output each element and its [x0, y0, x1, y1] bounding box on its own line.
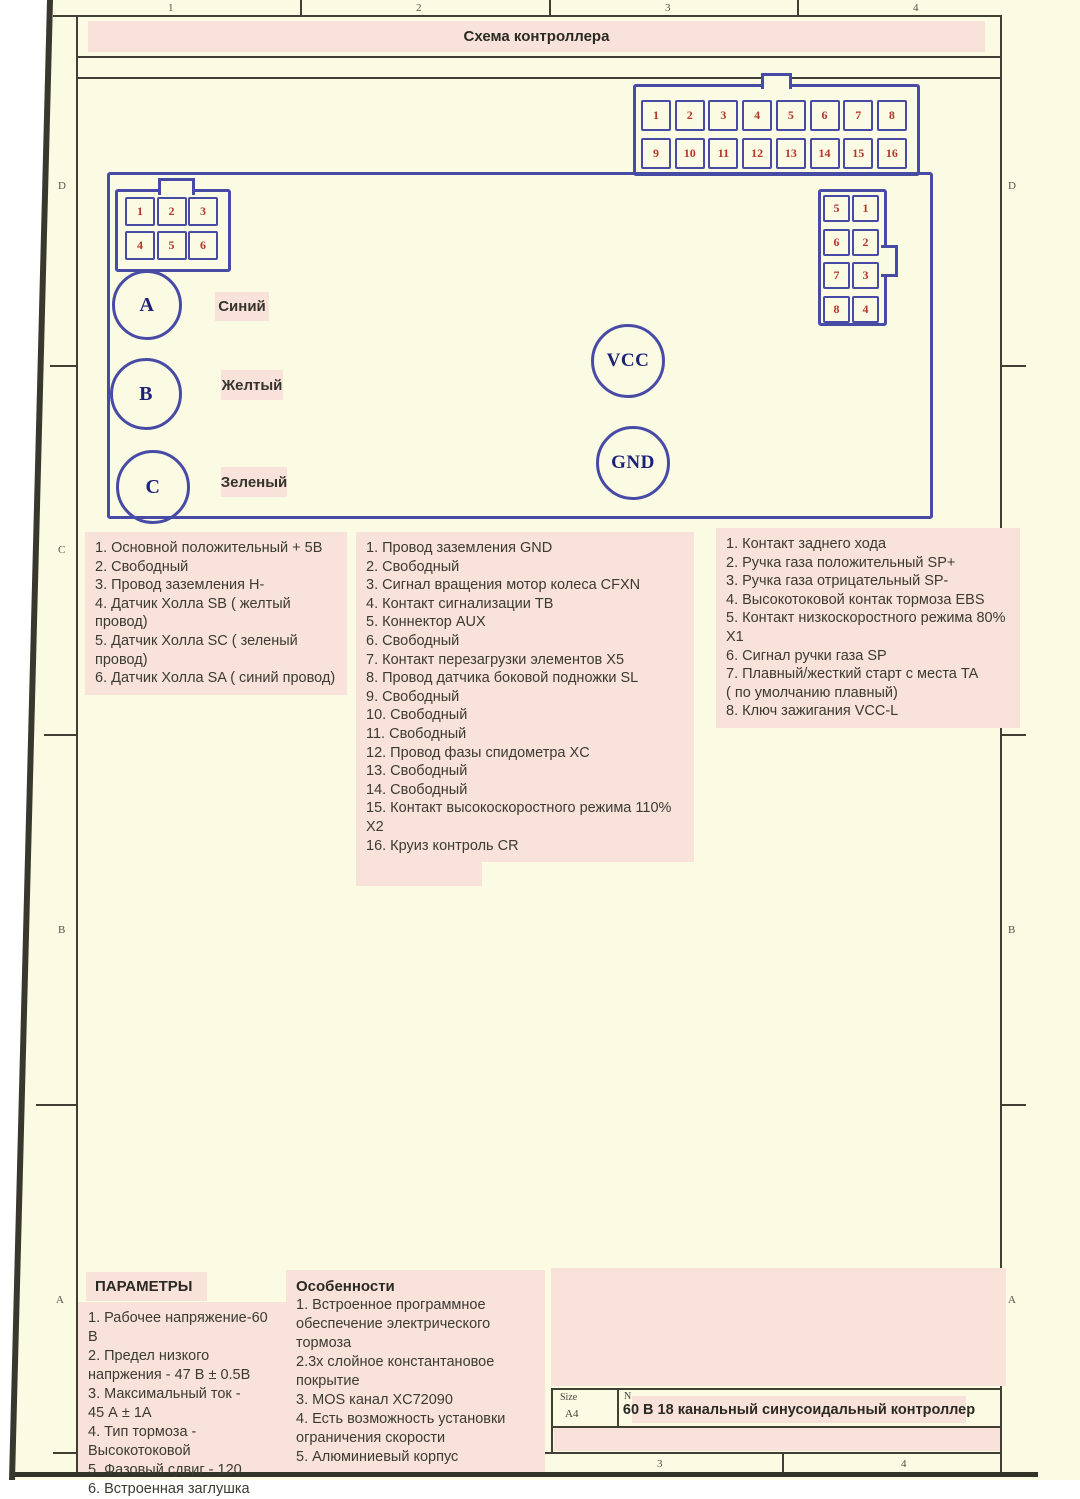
pin-square: 5	[823, 195, 850, 222]
feature-line: обеспечение электрического	[296, 1316, 491, 1332]
feature-line: 3. MOS канал XC72090	[296, 1392, 453, 1408]
pin-square: 2	[675, 100, 705, 131]
pinout-line: 14. Свободный	[366, 781, 468, 798]
features-title: Особенности	[296, 1278, 395, 1295]
pin-square: 3	[852, 262, 879, 289]
titleblock-number-label: N	[624, 1391, 632, 1402]
connector-6pin-row2	[125, 231, 218, 256]
sheet-title: Схема контроллера	[463, 28, 610, 45]
wire-label-green	[221, 467, 287, 497]
pin-square: 16	[877, 138, 907, 169]
phase-node-c-label: C	[145, 475, 161, 498]
pinout-line: 7. Плавный/жесткий старт с места TA	[726, 666, 979, 683]
titleblock-size-value: A4	[565, 1408, 579, 1420]
pinout-line: 2. Свободный	[366, 558, 460, 575]
feature-line: 4. Есть возможность установки	[296, 1411, 506, 1427]
pin-square: 14	[810, 138, 840, 169]
grid-letter-left: C	[58, 544, 66, 556]
pinout-line: ( по умолчанию плавный)	[726, 684, 898, 701]
pin-square: 12	[742, 138, 772, 169]
pin-square: 8	[823, 296, 850, 323]
pinout-line: 5. Коннектор AUX	[366, 614, 486, 631]
pin-square: 1	[641, 100, 671, 131]
frame-title-bottom-line	[78, 56, 1000, 58]
pinout-line: 8. Провод датчика боковой подножки SL	[366, 670, 639, 687]
pin-square: 10	[675, 138, 705, 169]
gnd-node	[596, 426, 670, 500]
parameters-header	[86, 1272, 207, 1301]
pin-square: 4	[742, 100, 772, 131]
frame-left-tick	[36, 1104, 77, 1106]
sheet-title-bar	[88, 21, 985, 52]
parameter-line: 4. Тип тормоза -	[88, 1424, 197, 1440]
pin-square: 7	[843, 100, 873, 131]
phase-node-b	[110, 358, 182, 430]
pin-square: 6	[188, 231, 218, 260]
pinout-line: 6. Сигнал ручки газа SP	[726, 647, 887, 664]
grid-letter-right: A	[1008, 1294, 1016, 1306]
grid-number-bottom: 4	[901, 1458, 907, 1470]
pin-square: 6	[823, 229, 850, 256]
gnd-node-label: GND	[611, 452, 655, 473]
feature-line: 1. Встроенное программное	[296, 1297, 486, 1313]
pinout-line: 7. Контакт перезагрузки элементов X5	[366, 651, 625, 668]
pinout-line: 9. Свободный	[366, 688, 460, 705]
frame-top-tick	[300, 0, 302, 15]
pinout-line: 16. Круиз контроль CR	[366, 837, 519, 854]
connector-16pin-row2	[641, 138, 907, 165]
pinout-line: 1. Основной положительный + 5В	[95, 540, 323, 556]
wire-label-green-text: Зеленый	[220, 473, 288, 491]
frame-top-line	[53, 15, 1002, 17]
wire-label-blue	[215, 292, 269, 321]
frame-right-tick	[1000, 365, 1026, 367]
pinout-line: 4. Датчик Холла SB ( желтый провод)	[95, 595, 291, 631]
frame-left-tick	[44, 734, 77, 736]
vcc-node	[591, 324, 665, 398]
parameter-line: Высокотоковой	[88, 1443, 191, 1459]
grid-letter-right: D	[1008, 180, 1016, 192]
parameter-line: 45 А ± 1А	[88, 1405, 152, 1421]
pinout-line: 5. Контакт низкоскоростного режима 80% X1	[726, 610, 1006, 645]
pin-square: 4	[125, 231, 155, 260]
grid-letter-left: D	[58, 180, 66, 192]
pin-square: 4	[852, 296, 879, 323]
pinout-list-16pin	[356, 532, 694, 862]
doc-title: 60 В 18 канальный синусоидальный контроллер	[622, 1401, 976, 1418]
pin-square: 1	[125, 197, 155, 226]
connector-16pin-row1	[641, 100, 907, 127]
feature-line: 5. Алюминиевый корпус	[296, 1449, 459, 1465]
connector-6pin-key-notch	[158, 178, 195, 195]
pinout-line: 5. Датчик Холла SC ( зеленый провод)	[95, 632, 298, 668]
pin-square: 1	[852, 195, 879, 222]
frame-right-tick	[1000, 734, 1026, 736]
grid-number-top: 3	[665, 2, 671, 14]
connector-16pin-key-notch	[761, 73, 792, 89]
pin-square: 3	[708, 100, 738, 131]
pinout-list-8pin	[716, 528, 1020, 728]
pinout-line: 3. Провод заземления H-	[95, 577, 265, 594]
parameter-line: напржения - 47 В ± 0.5В	[88, 1367, 251, 1383]
pin-square: 11	[708, 138, 738, 169]
frame-right-tick	[1000, 1104, 1026, 1106]
phase-node-c	[116, 450, 190, 524]
grid-letter-right: B	[1008, 924, 1016, 936]
pinout-line: 4. Высокотоковой контак тормоза EBS	[726, 591, 985, 608]
pin-square: 7	[823, 262, 850, 289]
frame-subrow-line	[78, 77, 1000, 79]
empty-notes-panel	[551, 1268, 1006, 1386]
pin-square: 15	[843, 138, 873, 169]
pinout-line: 4. Контакт сигнализации TB	[366, 595, 554, 612]
pinout-line: 11. Свободный	[366, 725, 467, 742]
grid-number-top: 1	[168, 2, 174, 14]
grid-number-top: 4	[913, 2, 919, 14]
parameters-title: ПАРАМЕТРЫ	[95, 1278, 193, 1295]
pin-square: 13	[776, 138, 806, 169]
feature-line: тормоза	[296, 1335, 352, 1351]
pinout-line: 2. Ручка газа положительный SP+	[726, 554, 956, 571]
parameter-line: 1. Рабочее напряжение-60 В	[88, 1310, 268, 1345]
connector-6pin-row1	[125, 197, 218, 222]
grid-number-bottom: 3	[657, 1458, 663, 1470]
frame-left-vline	[76, 15, 78, 1476]
feature-line: ограничения скорости	[296, 1430, 446, 1446]
pinout-line: 3. Ручка газа отрицательный SP-	[726, 573, 949, 590]
phase-node-a	[112, 270, 182, 340]
titleblock-size-label: Size	[560, 1392, 578, 1403]
pin-square: 3	[188, 197, 218, 226]
wire-label-yellow	[221, 370, 283, 400]
pin-square: 2	[157, 197, 187, 226]
titleblock-mid-line	[551, 1426, 1002, 1428]
pin-square: 6	[810, 100, 840, 131]
connector-8pin-key-tab	[881, 245, 898, 277]
frame-left-tick	[50, 365, 77, 367]
pinout-line: 6. Датчик Холла SA ( синий провод)	[95, 670, 336, 687]
frame-top-tick	[549, 0, 551, 15]
parameter-line: 5. Фазовый сдвиг - 120	[88, 1462, 242, 1478]
features-list	[286, 1270, 545, 1472]
parameter-line: 3. Максимальный ток -	[88, 1386, 241, 1402]
grid-letter-left: A	[56, 1294, 64, 1306]
pinout-line: 1. Контакт заднего хода	[726, 536, 887, 552]
parameter-line: 6. Встроенная заглушка	[88, 1481, 250, 1497]
pinout-line: 10. Свободный	[366, 707, 468, 724]
feature-line: 2.3х слойное константановое	[296, 1354, 495, 1370]
pin-square: 2	[852, 229, 879, 256]
vcc-node-label: VCC	[606, 350, 650, 371]
pin-square: 5	[157, 231, 187, 260]
pin-square: 9	[641, 138, 671, 169]
frame-top-tick	[797, 0, 799, 15]
titleblock-empty-row	[554, 1428, 1000, 1451]
phase-node-b-label: B	[139, 382, 153, 405]
pinout-line: 15. Контакт высокоскоростного режима 110% X2	[366, 800, 672, 835]
titleblock-divider-line	[617, 1388, 619, 1428]
frame-right-vline	[1000, 15, 1002, 1476]
titleblock-left-line	[551, 1388, 553, 1454]
parameter-line: 2. Предел низкого	[88, 1348, 210, 1364]
feature-line: покрытие	[296, 1373, 360, 1389]
wire-label-blue-text: Синий	[218, 298, 266, 315]
pinout-line: 6. Свободный	[366, 632, 460, 649]
parameters-list	[78, 1302, 286, 1497]
pin-square: 8	[877, 100, 907, 131]
pinout-line: 2. Свободный	[95, 558, 189, 575]
titleblock-doc-title-bar	[622, 1396, 976, 1423]
pinout-line: 13. Свободный	[366, 763, 468, 780]
pinout-line: 12. Провод фазы спидометра XC	[366, 744, 590, 761]
pinout-line: 8. Ключ зажигания VCC-L	[726, 703, 899, 720]
pinout-list-6pin	[85, 532, 347, 695]
pinout-line: 1. Провод заземления GND	[366, 540, 553, 556]
grid-number-top: 2	[416, 2, 422, 14]
pin-square: 5	[776, 100, 806, 131]
phase-node-a-label: A	[139, 293, 155, 316]
grid-letter-left: B	[58, 924, 66, 936]
pinout-line: 3. Сигнал вращения мотор колеса CFXN	[366, 577, 641, 594]
empty-note-box	[356, 855, 482, 886]
wire-label-yellow-text: Желтый	[221, 376, 283, 394]
